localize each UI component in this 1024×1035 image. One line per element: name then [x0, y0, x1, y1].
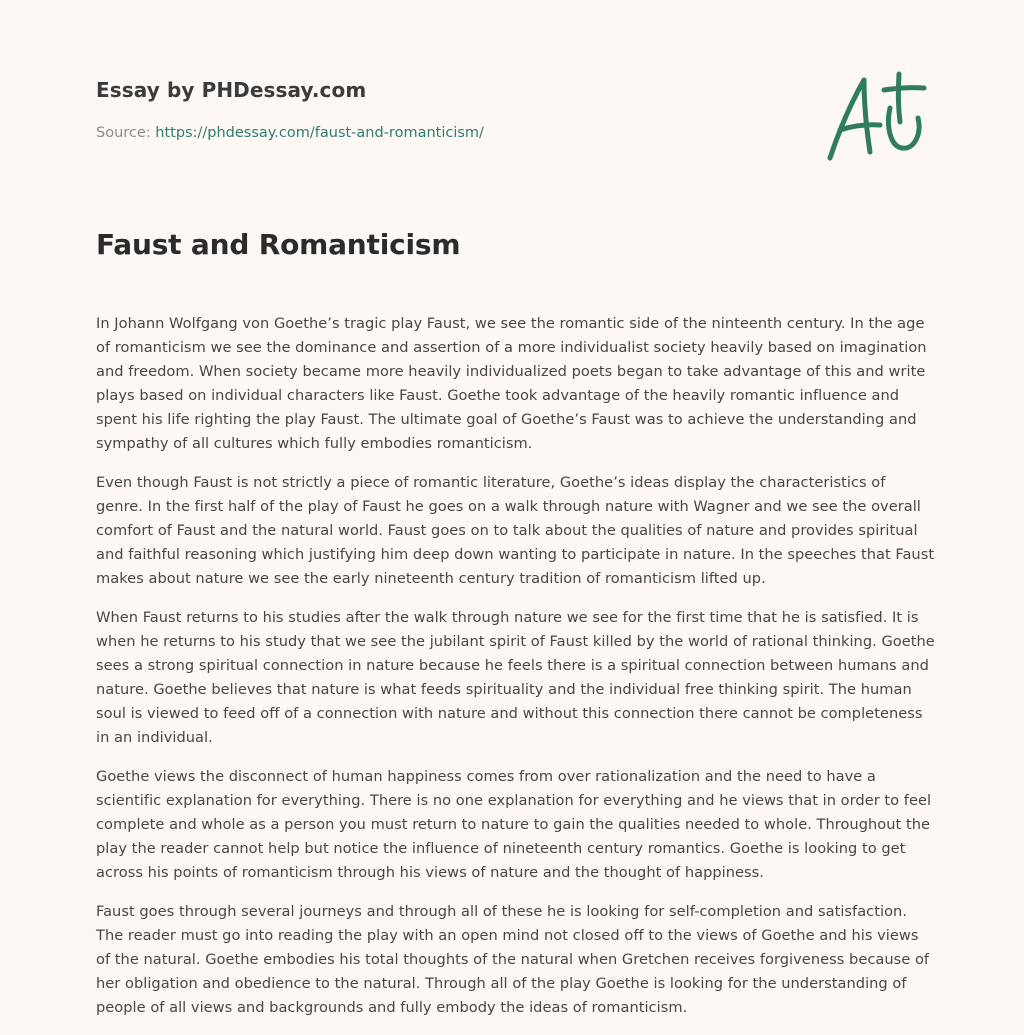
source-label: Source:	[96, 125, 151, 141]
page-header	[96, 76, 796, 143]
essay-paragraph: Even though Faust is not strictly a piece of romantic literature, Goethe’s ideas display the characteristics of genre. In the first half of the play of Faust he goes on a walk through nature with Wagner and we see the overall comfort of Faust and the natural world. Faust goes on to talk about the qualities of nature and provides spiritual and faithful reasoning which justifying him deep down wanting to participate in nature. In the speeches that Faust makes about nature we see the early nineteenth century tradition of romanticism lifted up.	[96, 474, 935, 587]
site-brand: Essay by PHDessay.com	[96, 78, 367, 102]
essay-body	[96, 312, 936, 1035]
essay-paragraph: When Faust returns to his studies after the walk through nature we see for the first time that he is satisfied. It is when he returns to his study that we see the jubilant spirit of Faust killed by the world of rational thinking. Goethe sees a strong spiritual connection in nature because he feels there is a spiritual connection between humans and nature. Goethe believes that nature is what feeds spirituality and the individual free thinking spirit. The human soul is viewed to feed off of a connection with nature and without this connection there cannot be completeness in an individual.	[96, 609, 935, 746]
essay-title: Faust and Romanticism	[96, 228, 461, 261]
essay-paragraph: Goethe views the disconnect of human happiness comes from over rationalization and the need to have a scientific explanation for everything. There is no one explanation for everything and he views that in order to feel complete and whole as a person you must return to nature to gain the qualities needed to whole. Throughout the play the reader cannot help but notice the influence of nineteenth century romantics. Goethe is looking to get across his points of romanticism through his views of nature and the thought of happiness.	[96, 768, 932, 881]
source-line	[96, 123, 796, 143]
essay-paragraph: Faust goes through several journeys and through all of these he is looking for self-completion and satisfaction. The reader must go into reading the play with an open mind not closed off to the views of Goethe and his views of the natural. Goethe embodies his total thoughts of the natural when Gretchen receives forgiveness because of her obligation and obedience to the natural. Through all of the play Goethe is looking for the understanding of people of all views and backgrounds and fully embody the ideas of romanticism.	[96, 903, 930, 1016]
a-plus-grade-icon	[824, 68, 928, 164]
essay-paragraph: In Johann Wolfgang von Goethe’s tragic play Faust, we see the romantic side of the ninteenth century. In the age of romanticism we see the dominance and assertion of a more individualist society heavily based on imagination and freedom. When society became more heavily individualized poets began to take advantage of this and write plays based on individual characters like Faust. Goethe took advantage of the heavily romantic influence and spent his life righting the play Faust. The ultimate goal of Goethe’s Faust was to achieve the understanding and sympathy of all cultures which fully embodies romanticism.	[96, 315, 927, 452]
source-link[interactable]: https://phdessay.com/faust-and-romanticism/	[155, 125, 484, 141]
